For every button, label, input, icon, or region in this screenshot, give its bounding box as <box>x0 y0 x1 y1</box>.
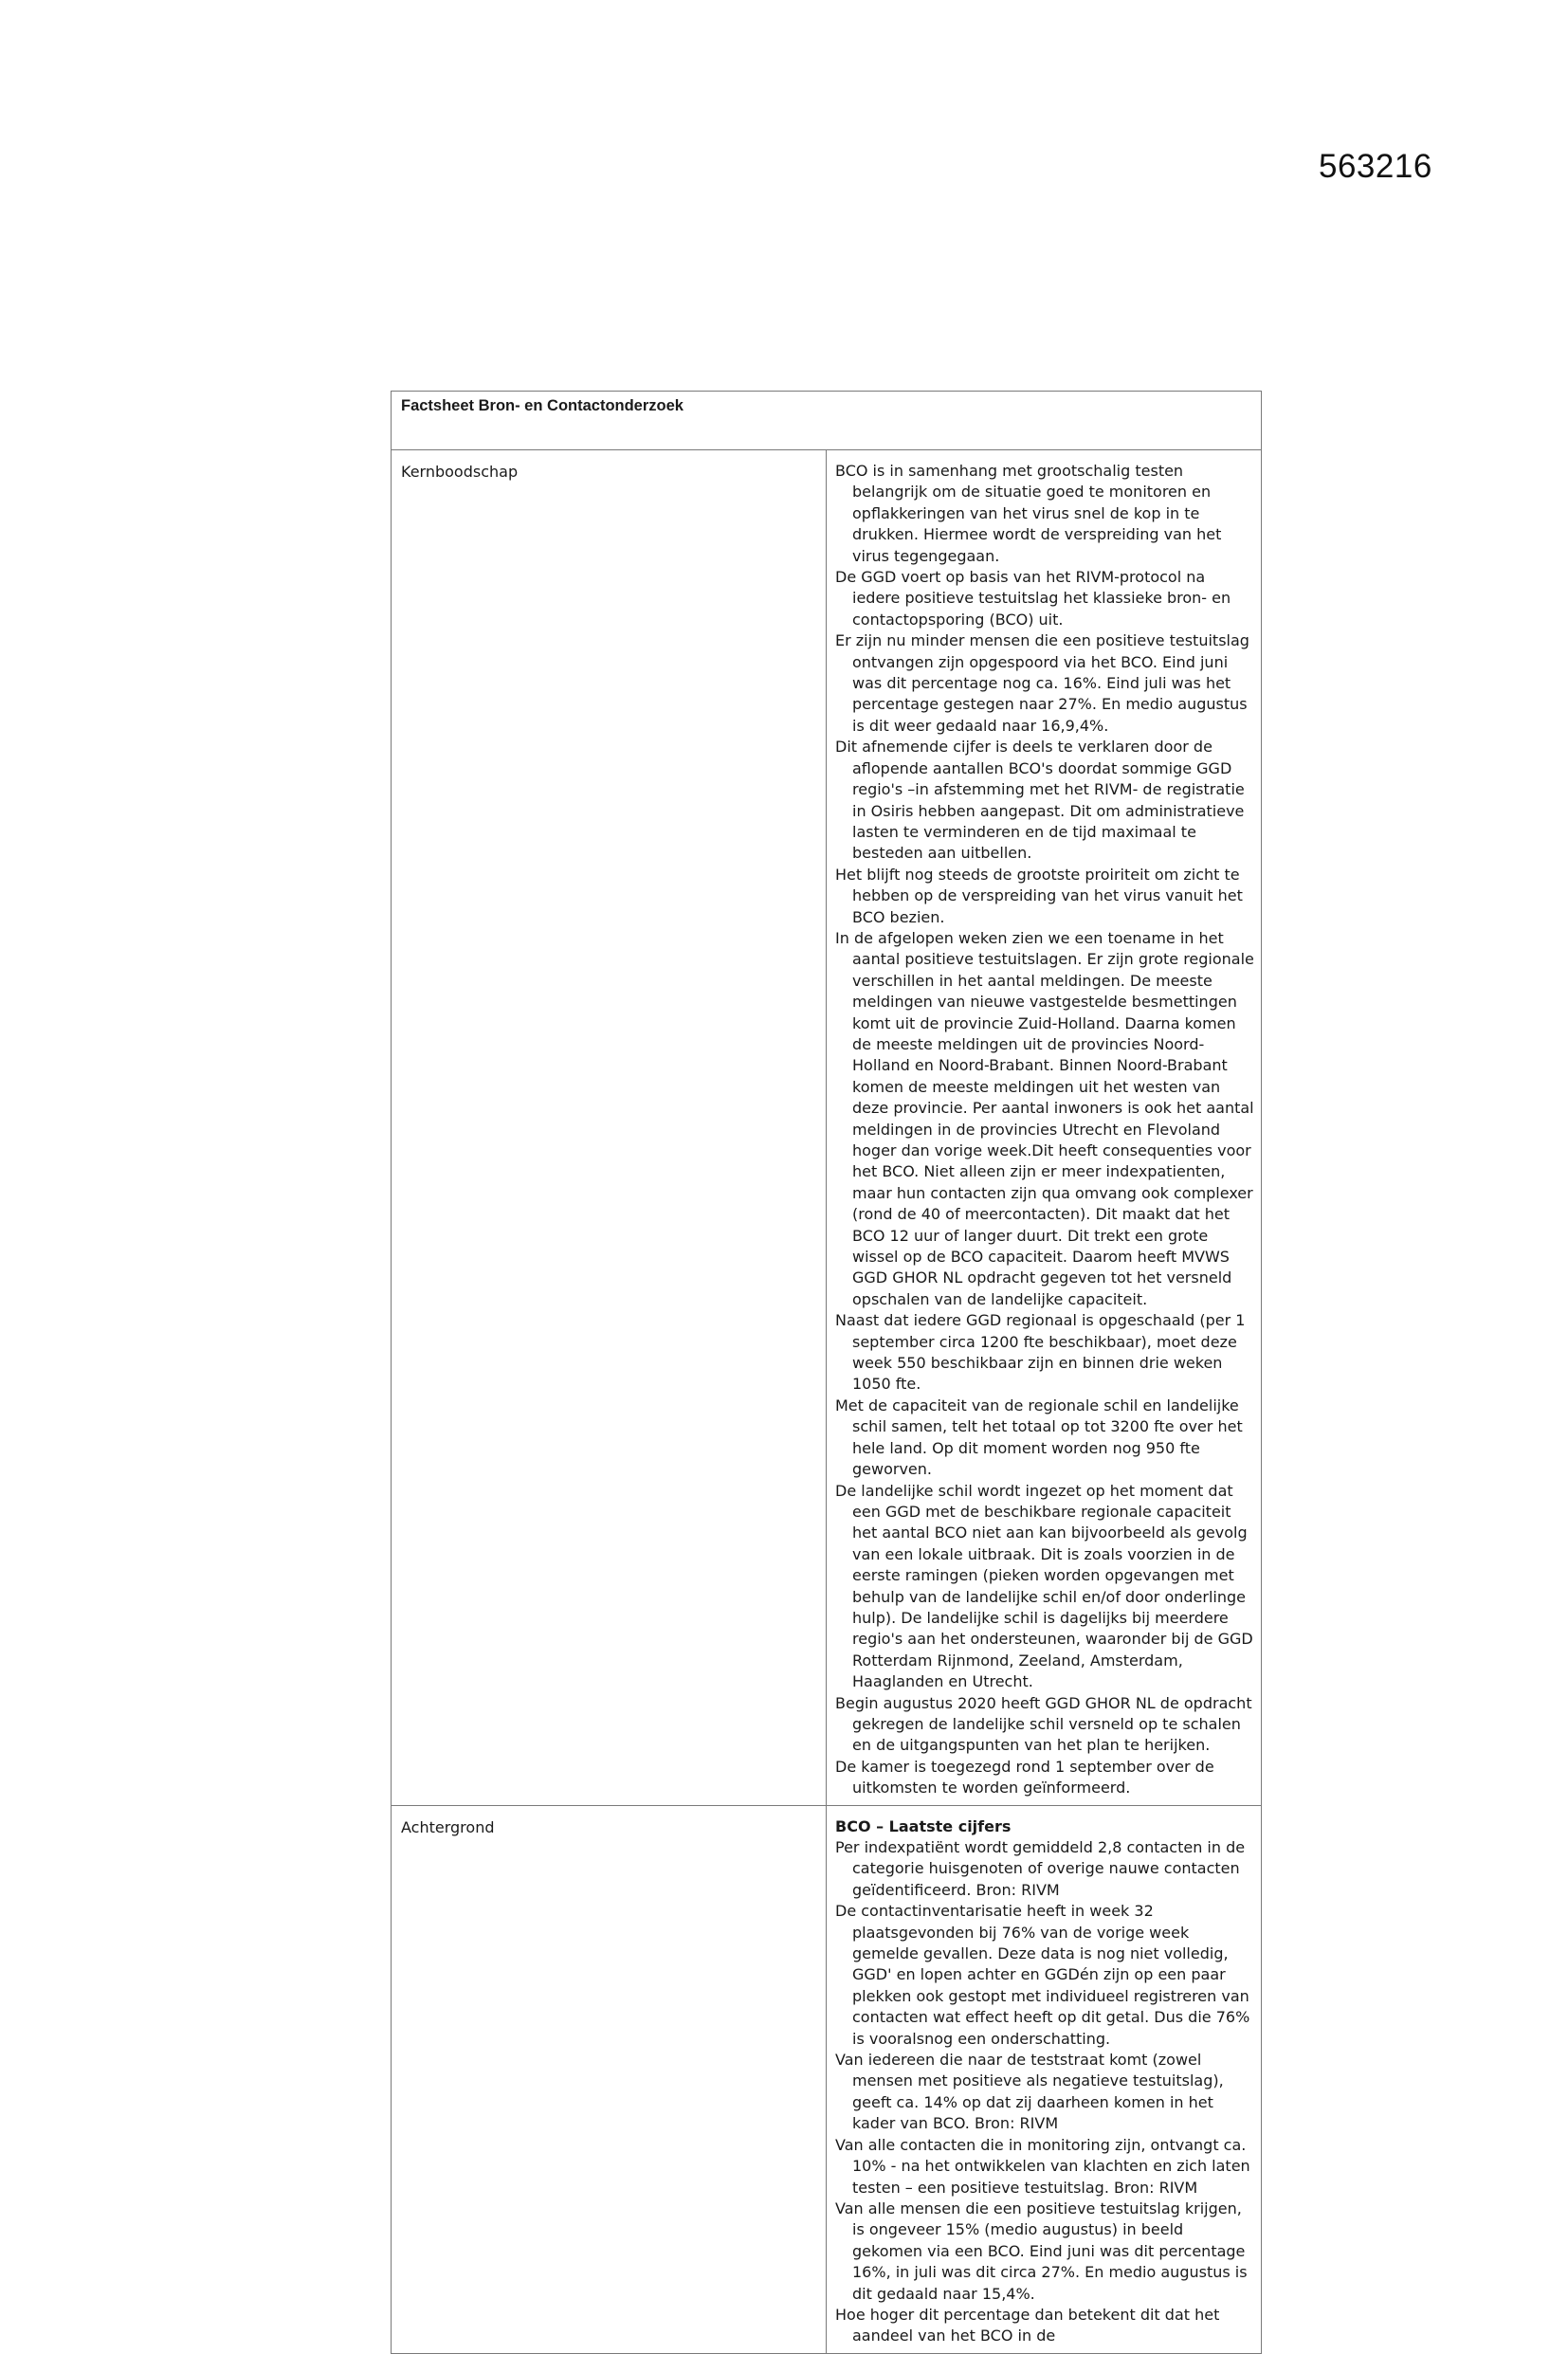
section-content-kernboodschap <box>827 450 1262 1806</box>
section-row-achtergrond <box>392 1805 1262 2353</box>
factsheet-table <box>391 391 1262 2354</box>
paragraph: Dit afnemende cijfer is deels te verklaren door de aflopende aantallen BCO's doordat sommige GGD regio's –in afstemming met het RIVM- de registratie in Osiris hebben aangepast. Dit om administratieve lasten te verminderen en de tijd maximaal te besteden aan uitbellen. <box>835 738 1245 863</box>
paragraph: Van alle contacten die in monitoring zijn, ontvangt ca. 10% - na het ontwikkelen van klachten en zich laten testen – een positieve testuitslag. Bron: RIVM <box>835 2135 1250 2197</box>
paragraph: De GGD voert op basis van het RIVM-protocol na iedere positieve testuitslag het klassieke bron- en contactopsporing (BCO) uit. <box>835 568 1231 629</box>
paragraph: Van alle mensen die een positieve testuitslag krijgen, is ongeveer 15% (medio augustus) in beeld gekomen via een BCO. Eind juni was dit percentage 16%, in juli was dit circa 27%. En medio augustus is dit gedaald naar 15,4%. <box>835 2199 1248 2303</box>
section-label: Achtergrond <box>392 1805 827 2353</box>
paragraph: Met de capaciteit van de regionale schil en landelijke schil samen, telt het totaal op tot 3200 fte over het hele land. Op dit moment worden nog 950 fte geworven. <box>835 1396 1243 1479</box>
paragraph: BCO is in samenhang met grootschalig testen belangrijk om de situatie goed te monitoren en opflakkeringen van het virus snel de kop in te drukken. Hiermee wordt de verspreiding van het virus tegengegaan. <box>835 462 1222 565</box>
paragraph: De landelijke schil wordt ingezet op het moment dat een GGD met de beschikbare regionale capaciteit het aantal BCO niet aan kan bijvoorbeeld als gevolg van een lokale uitbraak. Dit is zoals voorzien in de eerste ramingen (pieken worden opgevangen met behulp van de landelijke schil en/of door onderlinge hulp). De landelijke schil is dagelijks bij meerdere regio's aan het ondersteunen, waaronder bij de GGD Rotterdam Rijnmond, Zeeland, Amsterdam, Haaglanden en Utrecht. <box>835 1481 1253 1691</box>
paragraph: Het blijft nog steeds de grootste proiriteit om zicht te hebben op de verspreiding van het virus vanuit het BCO bezien. <box>835 865 1243 926</box>
paragraph: In de afgelopen weken zien we een toename in het aantal positieve testuitslagen. Er zijn grote regionale verschillen in het aantal meldingen. De meeste meldingen van nieuwe vastgestelde besmettingen komt uit de provincie Zuid-Holland. Daarna komen de meeste meldingen uit de provincies Noord-Holland en Noord-Brabant. Binnen Noord-Brabant komen de meeste meldingen uit het westen van deze provincie. Per aantal inwoners is ook het aantal meldingen in de provincies Utrecht en Flevoland hoger dan vorige week.Dit heeft consequenties voor het BCO. Niet alleen zijn er meer indexpatienten, maar hun contacten zijn qua omvang ook complexer (rond de 40 of meercontacten). Dit maakt dat het BCO 12 uur of langer duurt. Dit trekt een grote wissel op de BCO capaciteit. Daarom heeft MVWS GGD GHOR NL opdracht gegeven tot het versneld opschalen van de landelijke capaciteit. <box>835 928 1254 1308</box>
section-subheading: BCO – Laatste cijfers <box>835 1816 1012 1835</box>
paragraph: Per indexpatiënt wordt gemiddeld 2,8 contacten in de categorie huisgenoten of overige nauwe contacten geïdentificeerd. Bron: RIVM <box>835 1838 1246 1899</box>
paragraph: De contactinventarisatie heeft in week 32 plaatsgevonden bij 76% van de vorige week gemelde gevallen. Deze data is nog niet volledig, GGD' en lopen achter en GGDén zijn op een paar plekken ook gestopt met individueel registreren van contacten wat effect heeft op dit getal. Dus die 76% is vooralsnog een onderschatting. <box>835 1902 1250 2048</box>
paragraph: Er zijn nu minder mensen die een positieve testuitslag ontvangen zijn opgespoord via het BCO. Eind juni was dit percentage nog ca. 16%. Eind juli was het percentage gestegen naar 27%. En medio augustus is dit weer gedaald naar 16,9,4%. <box>835 631 1249 735</box>
section-label: Kernboodschap <box>392 450 827 1806</box>
paragraph: Naast dat iedere GGD regionaal is opgeschaald (per 1 september circa 1200 fte beschikbaar), moet deze week 550 beschikbaar zijn en binnen drie weken 1050 fte. <box>835 1311 1246 1394</box>
paragraph: Begin augustus 2020 heeft GGD GHOR NL de opdracht gekregen de landelijke schil versneld op te schalen en de uitgangspunten van het plan te herijken. <box>835 1693 1252 1755</box>
paragraph: Hoe hoger dit percentage dan betekent dit dat het aandeel van het BCO in de <box>835 2305 1220 2345</box>
section-row-kernboodschap <box>392 450 1262 1806</box>
title-row <box>392 392 1262 450</box>
document-number: 563216 <box>1319 148 1432 185</box>
paragraph: De kamer is toegezegd rond 1 september over de uitkomsten te worden geïnformeerd. <box>835 1757 1214 1797</box>
paragraph: Van iedereen die naar de teststraat komt (zowel mensen met positieve als negatieve testuitslag), geeft ca. 14% op dat zij daarheen komen in het kader van BCO. Bron: RIVM <box>835 2051 1224 2133</box>
factsheet-title: Factsheet Bron- en Contactonderzoek <box>392 392 1262 450</box>
section-content-achtergrond <box>827 1805 1262 2353</box>
